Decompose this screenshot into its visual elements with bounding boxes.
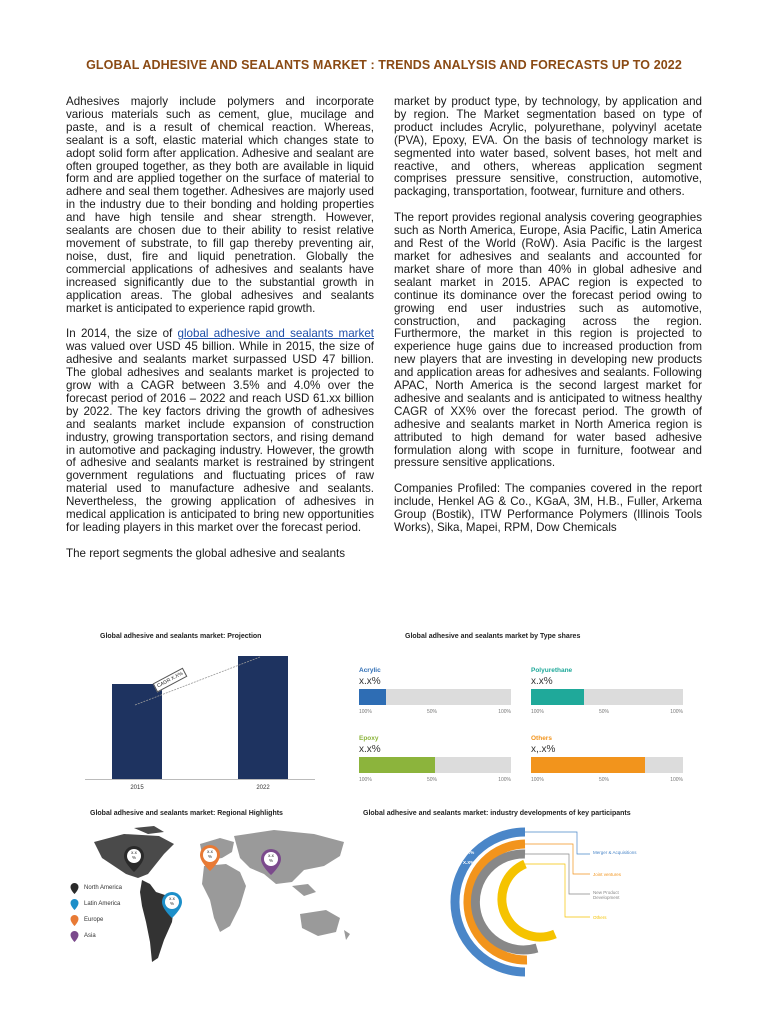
- share-fill: [359, 757, 435, 773]
- legend-asia: [70, 931, 122, 947]
- location-pin-icon: [70, 883, 79, 894]
- label-jv: Joint ventures: [593, 872, 622, 877]
- share-track: [531, 689, 683, 705]
- tick: 100%: [531, 777, 544, 783]
- tick: 100%: [670, 709, 683, 715]
- share-fill: [531, 689, 584, 705]
- tick: 50%: [427, 777, 438, 783]
- regional-title: Global adhesive and sealants market: Regional Highlights: [90, 810, 283, 817]
- type-shares-title: Global adhesive and sealants market by Type shares: [405, 633, 581, 640]
- right-column: [394, 96, 702, 548]
- share-polyurethane: [531, 667, 683, 717]
- share-track: [531, 757, 683, 773]
- market-link[interactable]: global adhesive and sealants market: [177, 327, 374, 341]
- market-size-text-b: was valued over USD 45 billion. While in 2015, the size of adhesive and sealants market surpassed USD 47 billion. The global adhesives and sealants market is projected to grow with a CAGR between 3.5% and 4.0% over the forecast period of 2016 – 2022 and reach USD 61.xx billion by 2022. The key factors driving the growth of adhesives and sealants market include expansion of construction industry, growing transportation sectors, and rising demand in automotive and packaging industry. However, the growth of adhesive and sealants market is restrained by stringent government regulations and fluctuating prices of raw material used to manufacture adhesive and sealants. Nevertheless, the growing application of adhesives in medical application is anticipated to bring new opportunities for leading players in this market over the forecast period.: [66, 340, 374, 534]
- tick: 50%: [427, 709, 438, 715]
- pct-others: X.X%: [463, 860, 475, 865]
- legend-label: Latin America: [84, 901, 121, 907]
- share-name: Epoxy: [359, 735, 379, 742]
- tick: 100%: [498, 777, 511, 783]
- tick: 100%: [359, 709, 372, 715]
- location-pin-icon: [70, 899, 79, 910]
- location-pin-icon: [70, 915, 79, 926]
- share-others: [531, 735, 683, 785]
- paragraph-regional: The report provides regional analysis covering geographies such as North America, Europe, Asia Pacific, Latin America and Rest of the World (RoW). Asia Pacific is the largest market for adhesives and sealants and accounted for market share of more than 40% in global adhesive and sealant market in 2015. APAC region is expected to continue its dominance over the forecast period owing to growing end user industries such as automotive, construction, and packaging across the region. Furthermore, the market in this region is projected to experience huge gains due to increased production from new players that are investing in developing new products and application areas for adhesives and sealants. Following APAC, North America is the second largest market for adhesive and sealants and is anticipated to witness healthy CAGR of XX% over the forecast period. The growth of adhesive and sealants market in North America region is attributed to high demand for water based adhesive formulation along with scope in furniture, footwear and pressure sensitive applications.: [394, 211, 702, 470]
- share-fill: [531, 757, 645, 773]
- share-value: x,.x%: [531, 744, 556, 755]
- legend-label: Europe: [84, 917, 104, 923]
- paragraph-intro: Adhesives majorly include polymers and incorporate various materials such as cement, glue, mucilage and paste, and is a result of chemical reaction. Whereas, sealant is a soft, elastic material which changes state to adopt solid form after application. Adhesive and sealant are often grouped together, as they both are available in liquid form and are applied together on the surface of material to adhere and seal them together. Adhesives are majorly used in the industry due to their bonding and holding properties and have high tensile and shear strength. However, sealants are chosen due to their ability to resist relative movement of substrate, to fill gap thereby preventing air, noise, dust, fire and liquid penetration. Globally the commercial applications of adhesives and sealants have increased significantly due to the substantial growth in application areas. The global adhesives and sealants market is anticipated to experience rapid growth.: [66, 95, 374, 315]
- pct-merger: X.X%: [463, 828, 475, 833]
- market-size-text-a: In 2014, the size of: [66, 327, 178, 341]
- share-fill: [359, 689, 386, 705]
- share-name: Polyurethane: [531, 667, 573, 674]
- label-others: Others: [593, 915, 607, 920]
- map-pin-north-america: [123, 845, 145, 873]
- left-column: [66, 96, 374, 574]
- map-pin-latin-america: [161, 891, 183, 919]
- developments-chart: [385, 822, 705, 982]
- map-pin-asia: [260, 848, 282, 876]
- paragraph-market-size: [66, 328, 374, 535]
- pin-label: x.x %: [131, 850, 137, 860]
- paragraph-companies: Companies Profiled: The companies covered in the report include, Henkel AG & Co., KGaA, 3M, H.B., Fuller, Arkema Group (Bostik), ITW Performance Polymers (Illinois Tools Works), Sika, Mapei, RPM, Dow Chemicals: [394, 482, 702, 535]
- tick: 50%: [599, 709, 610, 715]
- label-npd: New Product Development: [593, 890, 620, 900]
- share-ticks: [531, 709, 683, 717]
- pin-label: x.x %: [207, 849, 213, 859]
- legend-label: North America: [84, 885, 123, 891]
- x-tick-2015: 2015: [130, 785, 144, 791]
- tick: 100%: [359, 777, 372, 783]
- location-pin-icon: [70, 931, 79, 942]
- map-pin-europe: [199, 844, 221, 872]
- page-title: GLOBAL ADHESIVE AND SEALANTS MARKET : TRENDS ANALYSIS AND FORECASTS UP TO 2022: [86, 58, 682, 72]
- legend-europe: [70, 915, 122, 931]
- pin-label: x.x %: [169, 896, 175, 906]
- share-name: Acrylic: [359, 667, 381, 674]
- cagr-label: CAGR X.X%: [153, 668, 188, 693]
- share-value: x.x%: [531, 676, 553, 687]
- legend-label: Asia: [84, 933, 96, 939]
- tick: 50%: [599, 777, 610, 783]
- share-name: Others: [531, 735, 552, 742]
- pct-npd: X.X%: [463, 850, 475, 855]
- label-merger: Merger & Acquisitions: [593, 850, 637, 855]
- arc-others: [502, 864, 555, 937]
- legend-north-america: [70, 883, 122, 899]
- paragraph-segmentation: market by product type, by technology, by application and by region. The Market segmentation based on type of product includes Acrylic, polyurethane, polyvinyl acetate (PVA), Epoxy, EVA. On the basis of technology market is segmented into water based, solvent bases, hot melt and reactive, and others, whereas application segment comprises pressure sensitive, construction, automotive, packaging, transportation, footwear, furniture and others.: [394, 95, 702, 199]
- developments-title: Global adhesive and sealants market: industry developments of key participants: [363, 810, 631, 817]
- projection-chart-title: Global adhesive and sealants market: Projection: [100, 633, 262, 640]
- pct-jv: X.X%: [463, 840, 475, 845]
- projection-chart: [85, 645, 315, 795]
- x-axis: [85, 779, 315, 780]
- x-tick-2022: 2022: [256, 785, 270, 791]
- share-ticks: [531, 777, 683, 785]
- share-value: x.x%: [359, 744, 381, 755]
- tick: 100%: [670, 777, 683, 783]
- pin-label: x.x %: [268, 853, 274, 863]
- share-ticks: [359, 777, 511, 785]
- legend-latin-america: [70, 899, 122, 915]
- paragraph-segments: The report segments the global adhesive and sealants: [66, 546, 346, 560]
- cagr-arrow: [85, 645, 315, 785]
- share-track: [359, 757, 511, 773]
- share-acrylic: [359, 667, 511, 717]
- share-track: [359, 689, 511, 705]
- tick: 100%: [531, 709, 544, 715]
- concentric-arcs: [385, 822, 705, 982]
- regional-legend: [70, 883, 122, 947]
- share-value: x.x%: [359, 676, 381, 687]
- share-ticks: [359, 709, 511, 717]
- tick: 100%: [498, 709, 511, 715]
- share-epoxy: [359, 735, 511, 785]
